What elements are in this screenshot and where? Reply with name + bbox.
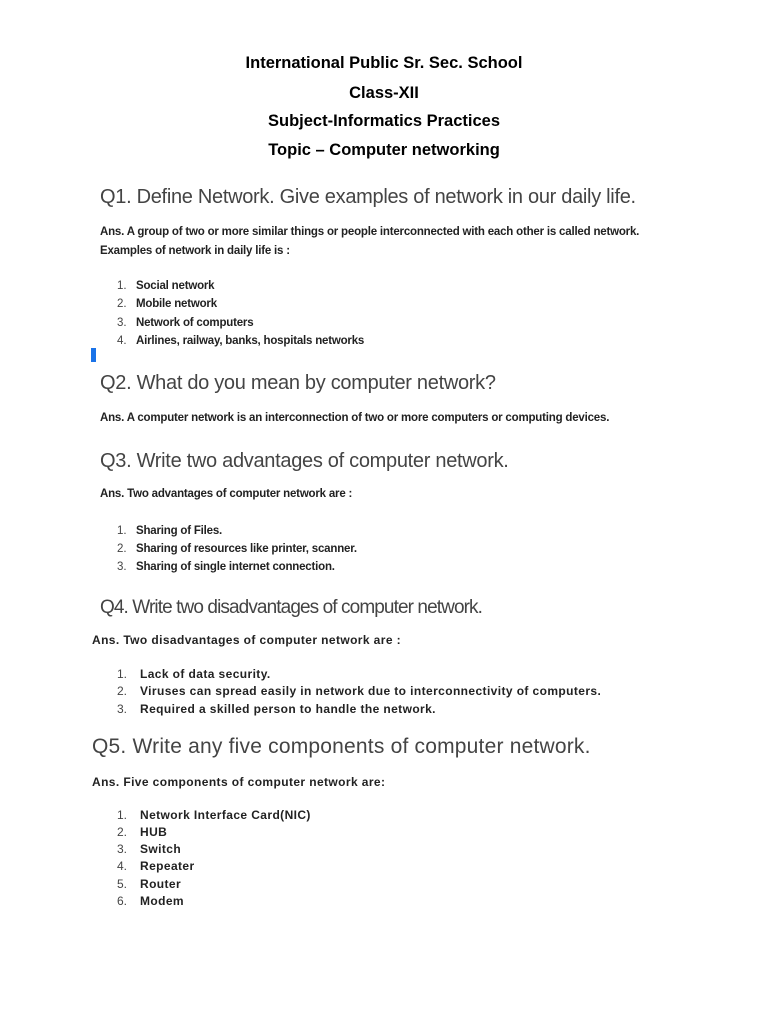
- list-item: 1. Sharing of Files.: [117, 525, 223, 537]
- question-4: Q4. Write two disadvantages of computer network.: [100, 597, 483, 618]
- list-item: 1. Network Interface Card(NIC): [117, 808, 311, 822]
- list-item: 5. Router: [117, 877, 182, 891]
- question-3: Q3. Write two advantages of computer network.: [100, 450, 509, 472]
- subject-title: Subject-Informatics Practices: [268, 112, 500, 130]
- list-item: 2. HUB: [117, 825, 168, 839]
- list-item: 2. Viruses can spread easily in network due to interconnectivity of computers.: [117, 684, 602, 698]
- class-title: Class-XII: [349, 84, 419, 102]
- list-item: 3. Network of computers: [117, 317, 254, 329]
- question-1: Q1. Define Network. Give examples of network in our daily life.: [100, 186, 636, 208]
- answer-1-line-1: Ans. A group of two or more similar things or people interconnected with each other is called network.: [100, 226, 640, 238]
- list-item: 3. Required a skilled person to handle the network.: [117, 702, 436, 716]
- question-2: Q2. What do you mean by computer network?: [100, 372, 496, 394]
- list-item: 1. Social network: [117, 280, 215, 292]
- answer-2: Ans. A computer network is an interconnection of two or more computers or computing devices.: [100, 412, 610, 424]
- list-item: 2. Mobile network: [117, 298, 217, 310]
- list-item: 6. Modem: [117, 894, 184, 908]
- school-name: International Public Sr. Sec. School: [245, 54, 523, 72]
- text-cursor: [91, 348, 96, 362]
- list-item: 4. Airlines, railway, banks, hospitals networks: [117, 335, 365, 347]
- question-5: Q5. Write any five components of computer network.: [92, 735, 591, 758]
- list-item: 3. Switch: [117, 842, 182, 856]
- answer-5: Ans. Five components of computer network are:: [92, 775, 386, 789]
- topic-title: Topic – Computer networking: [268, 141, 500, 159]
- answer-4: Ans. Two disadvantages of computer network are :: [92, 633, 402, 647]
- answer-1-line-2: Examples of network in daily life is :: [100, 245, 290, 257]
- list-item: 1. Lack of data security.: [117, 667, 271, 681]
- answer-3: Ans. Two advantages of computer network are :: [100, 488, 353, 500]
- list-item: 2. Sharing of resources like printer, scanner.: [117, 543, 357, 555]
- list-item: 3. Sharing of single internet connection.: [117, 561, 335, 573]
- list-item: 4. Repeater: [117, 859, 195, 873]
